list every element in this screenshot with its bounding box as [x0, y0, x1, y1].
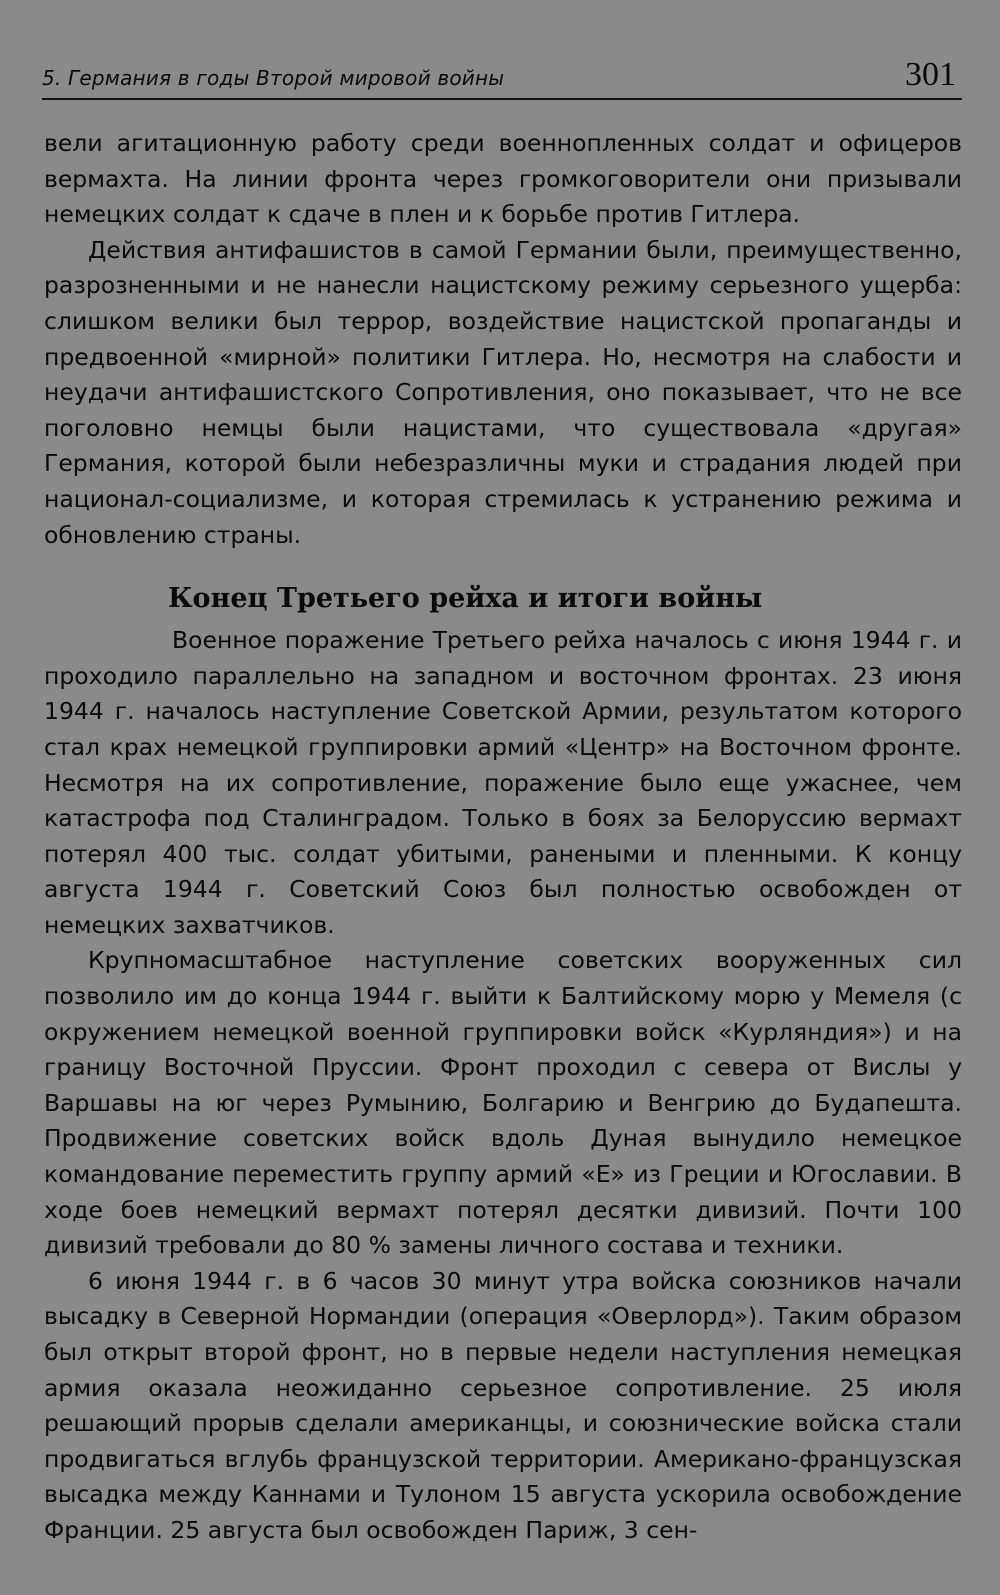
- main-text: [44, 126, 962, 1549]
- paragraph: Крупномасштабное наступление советских вооруженных сил позволило им до конца 1944 г. выйти к Балтийскому морю у Мемеля (с окружением немецкой военной группировки войск «Курляндия») и на границу Восточной Пруссии. Фронт проходил с севера от Вислы у Варшавы на юг через Румынию, Болгарию и Венгрию до Будапешта. Продвижение советских войск вдоль Дуная вынудило немецкое командование переместить группу армий «Е» из Греции и Югославии. В ходе боев немецкий вермахт потерял десятки дивизий. Почти 100 дивизий требовали до 80 % замены личного состава и техники.: [44, 946, 962, 1260]
- paragraph: Военное поражение Третьего рейха началось с июня 1944 г. и проходило параллельно на западном и восточном фронтах. 23 июня 1944 г. началось наступление Советской Армии, результатом которого стал крах немецкой группировки армий «Центр» на Восточном фронте. Несмотря на их сопротивление, поражение было еще ужаснее, чем катастрофа под Сталинградом. Только в боях за Белоруссию вермахт потерял 400 тыс. солдат убитыми, ранеными и пленными. К концу августа 1944 г. Советский Союз был полностью освобожден от немецких захватчиков.: [44, 626, 962, 939]
- paragraph: Действия антифашистов в самой Германии были, преимущественно, разрозненными и не нанесли нацистскому режиму серьезного ущерба: слишком велики был террор, воздействие нацистской пропаганды и предвоенной «мирной» политики Гитлера. Но, несмотря на слабости и неудачи антифашистского Сопротивления, оно показывает, что не все поголовно немцы были нацистами, что существовала «другая» Германия, которой были небезразличны муки и страдания людей при национал-социализме, и которая стремилась к устранению режима и обновлению страны.: [44, 235, 962, 549]
- running-header: [42, 48, 962, 100]
- page-number: 301: [905, 56, 956, 93]
- paragraph: вели агитационную работу среди военнопленных солдат и офицеров вермахта. На линии фронта через громкоговорители они призывали немецких солдат к сдаче в плен и к борьбе против Гитлера.: [44, 129, 962, 229]
- paragraph: 6 июня 1944 г. в 6 часов 30 минут утра войска союзников начали высадку в Северной Нормандии (операция «Оверлорд»). Таким образом был открыт второй фронт, но в первые недели наступления немецкая армия оказала неожиданно серьезное сопротивление. 25 июля решающий прорыв сделали американцы, и союзнические войска стали продвигаться вглубь французской территории. Американо-французская высадка между Каннами и Тулоном 15 августа ускорила освобождение Франции. 25 августа был освобожден Париж, 3 сен-: [44, 1266, 962, 1544]
- chapter-title: 5. Германия в годы Второй мировой войны: [42, 66, 505, 90]
- section-heading: Конец Третьего рейха и итоги войны: [168, 583, 763, 615]
